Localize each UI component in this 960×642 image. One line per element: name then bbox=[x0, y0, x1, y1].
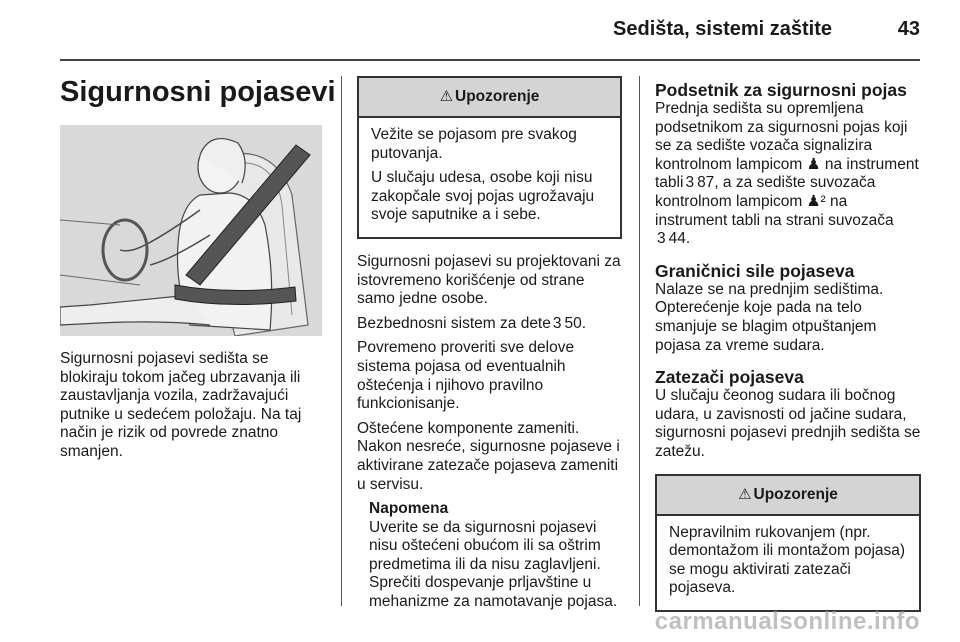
warning-icon: ⚠ bbox=[439, 88, 454, 105]
warning-text: U slučaju udesa, osobe koji nisu zakopčale svoj pojas ugrožavaju svoje saputnike a i sebe. bbox=[371, 169, 595, 224]
header-divider bbox=[60, 59, 920, 61]
paragraph: Oštećene komponente zameniti. Nakon nesreće, sigurnosne pojaseve i aktivirane zatezače pojaseva zameniti u servisu. bbox=[357, 419, 620, 493]
warning-body bbox=[657, 516, 919, 610]
page-ref-icon: 3 bbox=[552, 314, 562, 332]
right-column bbox=[655, 80, 921, 612]
note-title: Napomena bbox=[369, 500, 449, 518]
paragraph: Sigurnosni pojasevi su projektovani za istovremeno korišćenje od strane samo jedne osobe. bbox=[357, 252, 621, 308]
warning-box-seatbelt bbox=[357, 76, 622, 239]
intro-paragraph: Sigurnosni pojasevi sedišta se blokiraju tokom jačeg ubrzavanja ili zaustavljanja vozila, zadržavajući putnike u sedećem položaju. Na taj način je rizik od povrede znatno smanjen. bbox=[60, 350, 302, 460]
warning-title: Upozorenje bbox=[753, 485, 838, 503]
warning-header bbox=[359, 78, 620, 118]
heading-seatbelt-reminder: Podsetnik za sigurnosni pojas bbox=[655, 80, 907, 100]
note-block bbox=[357, 500, 622, 612]
warning-title: Upozorenje bbox=[455, 88, 540, 105]
warning-icon: ⚠ bbox=[738, 485, 752, 503]
watermark: carmanualsonline.info bbox=[654, 608, 920, 635]
paragraph: Povremeno proveriti sve delove sistema pojasa od eventualnih oštećenja i njihovo pravilno funkcionisanje. bbox=[357, 339, 575, 413]
seatbelt-illustration bbox=[60, 125, 322, 336]
page-ref[interactable]: 44. bbox=[668, 230, 691, 248]
column-divider-left bbox=[341, 76, 342, 606]
passenger-seatbelt-lamp-icon: ♟² bbox=[806, 192, 826, 210]
page-ref-icon: 3 bbox=[685, 174, 695, 192]
page-ref[interactable]: 87 bbox=[697, 174, 715, 192]
column-divider-right bbox=[639, 76, 640, 606]
warning-header bbox=[657, 476, 919, 516]
page-ref[interactable]: 50. bbox=[564, 314, 587, 332]
page-header-title: Sedišta, sistemi zaštite bbox=[613, 18, 832, 40]
heading-force-limiters: Graničnici sile pojaseva bbox=[655, 260, 855, 281]
paragraph-pretensioners: U slučaju čeonog sudara ili bočnog udara, u zavisnosti od jačine sudara, sigurnosni pojasevi prednjih sedišta se zatežu. bbox=[655, 387, 921, 460]
page-ref-icon: 3 bbox=[657, 230, 666, 248]
heading-pretensioners: Zatezači pojaseva bbox=[655, 367, 804, 388]
page-number: 43 bbox=[897, 18, 920, 40]
warning-text: Nepravilnim rukovanjem (npr. demontažom ili montažom pojasa) se mogu aktivirati zatezači pojaseva. bbox=[669, 523, 906, 597]
warning-box-pretensioners bbox=[655, 474, 921, 612]
warning-text: Vežite se pojasom pre svakog putovanja. bbox=[371, 126, 577, 162]
seatbelt-warning-lamp-icon: ♟ bbox=[806, 155, 821, 173]
paragraph-force-limiters: Nalaze se na prednjim sedištima. Opterećenje koje pada na telo smanjuje se blagim otpuštanjem pojasa za vreme sudara. bbox=[655, 280, 884, 354]
warning-body bbox=[359, 118, 620, 237]
note-text: Uverite se da sigurnosni pojasevi nisu oštećeni obućom ili sa oštrim predmetima ili da nisu zaglavljeni. Sprečiti dospevanje prljavštine u mehanizme za namotavanje pojasa. bbox=[369, 518, 618, 611]
section-title: Sigurnosni pojasevi bbox=[60, 76, 336, 108]
left-column bbox=[60, 350, 322, 468]
paragraph-seatbelt-reminder: Prednja sedišta su opremljena podsetnikom za sigurnosni pojas koji se za sedište vozača signalizira kontrolnom lampicom ♟ na instrument tabli 3 87, a za sedište suvozača kontrolnom lampicom ♟² na instrument tabli na strani suvozača 3 44. bbox=[655, 100, 919, 248]
middle-column bbox=[357, 76, 622, 612]
paragraph-child-safety: Bezbednosni sistem za dete 3 50. bbox=[357, 314, 587, 332]
